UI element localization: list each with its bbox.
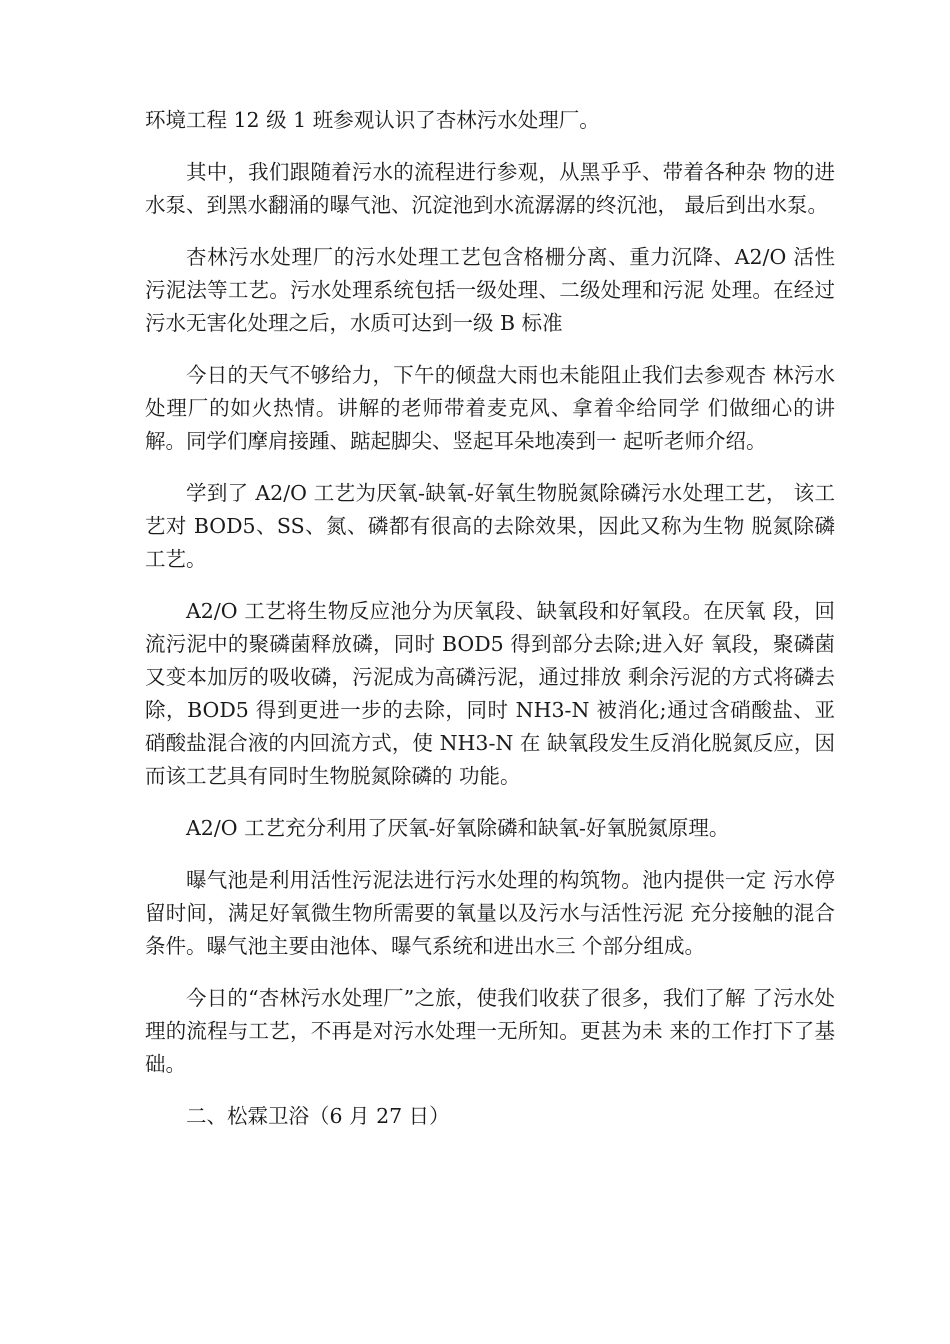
paragraph-process-overview: 杏林污水处理厂的污水处理工艺包含格栅分离、重力沉降、A2/O 活性污泥法等工艺。污水处理系统包括一级处理、二级处理和污泥 处理。在经过污水无害化处理之后，水质可达到一级 B 标准 — [145, 245, 835, 335]
document-body — [145, 104, 835, 1152]
paragraph-intro: 环境工程 12 级 1 班参观认识了杏林污水处理厂。 — [145, 108, 600, 132]
paragraph-a2o-stages: A2/O 工艺将生物反应池分为厌氧段、缺氧段和好氧段。在厌氧 段，回流污泥中的聚磷菌释放磷，同时 BOD5 得到部分去除;进入好 氧段，聚磷菌又变本加厉的吸收磷，污泥成为高磷污泥，通过排放 剩余污泥的方式将磷去除，BOD5 得到更进一步的去除，同时 NH3-N 被消化;通过含硝酸盐、亚硝酸盐混合液的内回流方式，使 NH3-N 在 缺氧段发生反消化脱氮反应，因而该工艺具有同时生物脱氮除磷的 功能。 — [145, 599, 835, 788]
paragraph-aeration-tank: 曝气池是利用活性污泥法进行污水处理的构筑物。池内提供一定 污水停留时间，满足好氧微生物所需要的氧量以及污水与活性污泥 充分接触的混合条件。曝气池主要由池体、曝气系统和进出水三 个部分组成。 — [145, 868, 835, 958]
paragraph-a2o-principle: A2/O 工艺充分利用了厌氧-好氧除磷和缺氧-好氧脱氮原理。 — [186, 816, 730, 840]
paragraph-weather: 今日的天气不够给力，下午的倾盘大雨也未能阻止我们去参观杏 林污水处理厂的如火热情。讲解的老师带着麦克风、拿着伞给同学 们做细心的讲解。同学们摩肩接踵、踮起脚尖、竖起耳朵地凑到一 起听老师介绍。 — [145, 363, 835, 453]
paragraph-summary: 今日的“杏林污水处理厂”之旅，使我们收获了很多，我们了解 了污水处理的流程与工艺，不再是对污水处理一无所知。更甚为未 来的工作打下了基础。 — [145, 986, 835, 1076]
paragraph-a2o-learned: 学到了 A2/O 工艺为厌氧-缺氧-好氧生物脱氮除磷污水处理工艺， 该工艺对 BOD5、SS、氮、磷都有很高的去除效果，因此又称为生物 脱氮除磷工艺。 — [145, 481, 835, 571]
paragraph-visit-route: 其中，我们跟随着污水的流程进行参观，从黑乎乎、带着各种杂 物的进水泵、到黑水翻涌的曝气池、沉淀池到水流潺潺的终沉池， 最后到出水泵。 — [145, 160, 835, 217]
section-heading: 二、松霖卫浴（6 月 27 日） — [186, 1104, 450, 1128]
